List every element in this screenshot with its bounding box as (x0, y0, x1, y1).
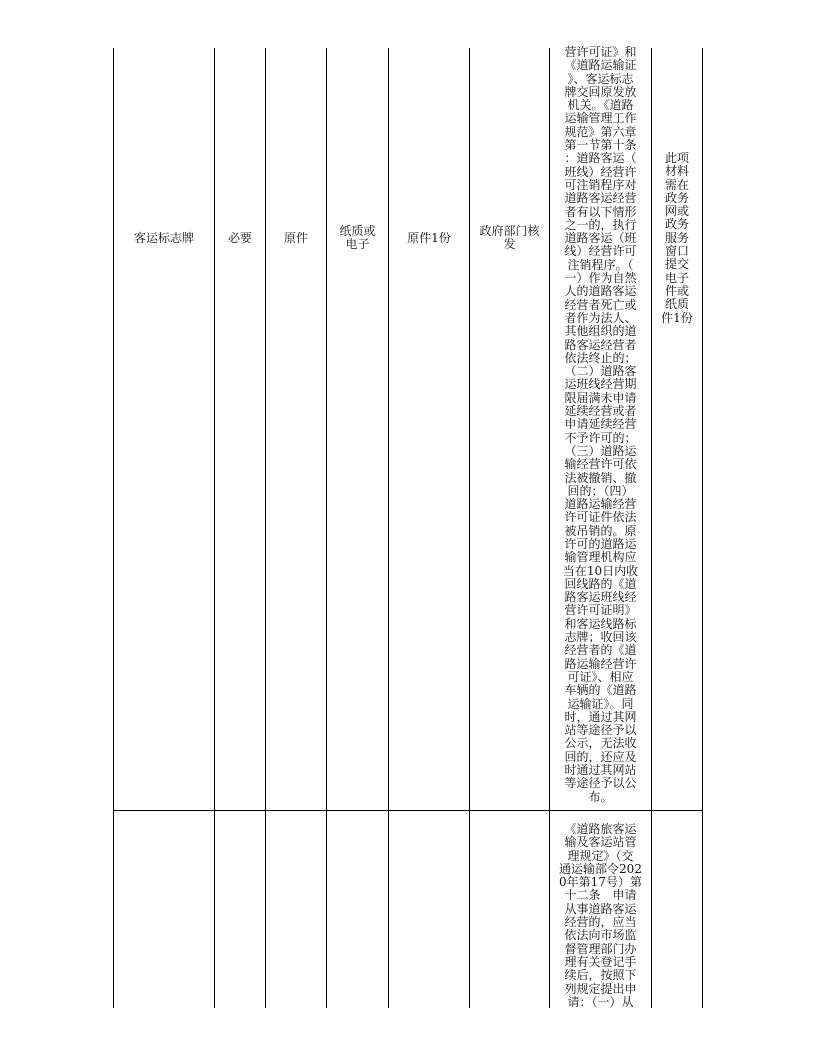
table-column-divider (326, 48, 327, 1008)
copies-cell: 原件1份 (407, 231, 451, 245)
source-cell: 政府部门核 发 (479, 224, 540, 252)
remark-cell: 此项 材料 需在 政务 网或 政务 服务 窗口 提交 电子 件或 纸质 件1份 (661, 151, 693, 325)
table-column-divider (214, 48, 215, 1008)
legal-basis-cell: 营许可证》和 《道路运输证 》、客运标志 牌交回原发放 机关。《道路 运输管理工作 规范》第六章 第一节第十条 ：道路客运（ 班线）经营许 可注销程序对 道路客运经营 者有以下情形 之一的，执行 道路客运（班 线）经营许可 注销程序。（ 一）作为自然 人的道路客运 经营者死亡或 者作为法人、 其他组织的道 路客运经营者 依法终止的； （二）道路客 运班线经营期 限届满未申请 延续经营或者 申请延续经营 不予许可的； （三）道路运 输经营许可依 法被撤销、撤 回的；（四） 道路运输经营 许可证件依法 被吊销的。原 许可的道路运 输管理机构应 当在10日内收 回线路的《道 路客运班线经 营许可证明》 和客运线路标 志牌；收回该 经营者的《道 路运输经营许 可证》、相应 车辆的《道路 运输证》。同 时，通过其网 站等途径予以 公示，无法收 回的，还应及 时通过其网站 等途径予以公 布。 (562, 45, 639, 804)
material-name-cell: 客运标志牌 (133, 231, 194, 245)
table-border-left (113, 48, 114, 1008)
legal-basis-cell-row2: 《道路旅客运 输及客运站管 理规定》（交 通运输部令202 0年第17号）第 十二条 申请 从事道路客运 经营的，应当 依法向市场监 督管理部门办 理有关登记手 续后，按照下 列规定提出申 请：（一）从 (559, 822, 642, 1009)
table-border-right (702, 48, 703, 1008)
format-cell: 纸质或 电子 (339, 224, 376, 252)
table-column-divider (388, 48, 389, 1008)
material-type-cell: 原件 (283, 231, 308, 245)
table-column-divider (265, 48, 266, 1008)
table-column-divider (469, 48, 470, 1008)
table-row-divider (113, 810, 703, 811)
necessity-cell: 必要 (227, 231, 252, 245)
